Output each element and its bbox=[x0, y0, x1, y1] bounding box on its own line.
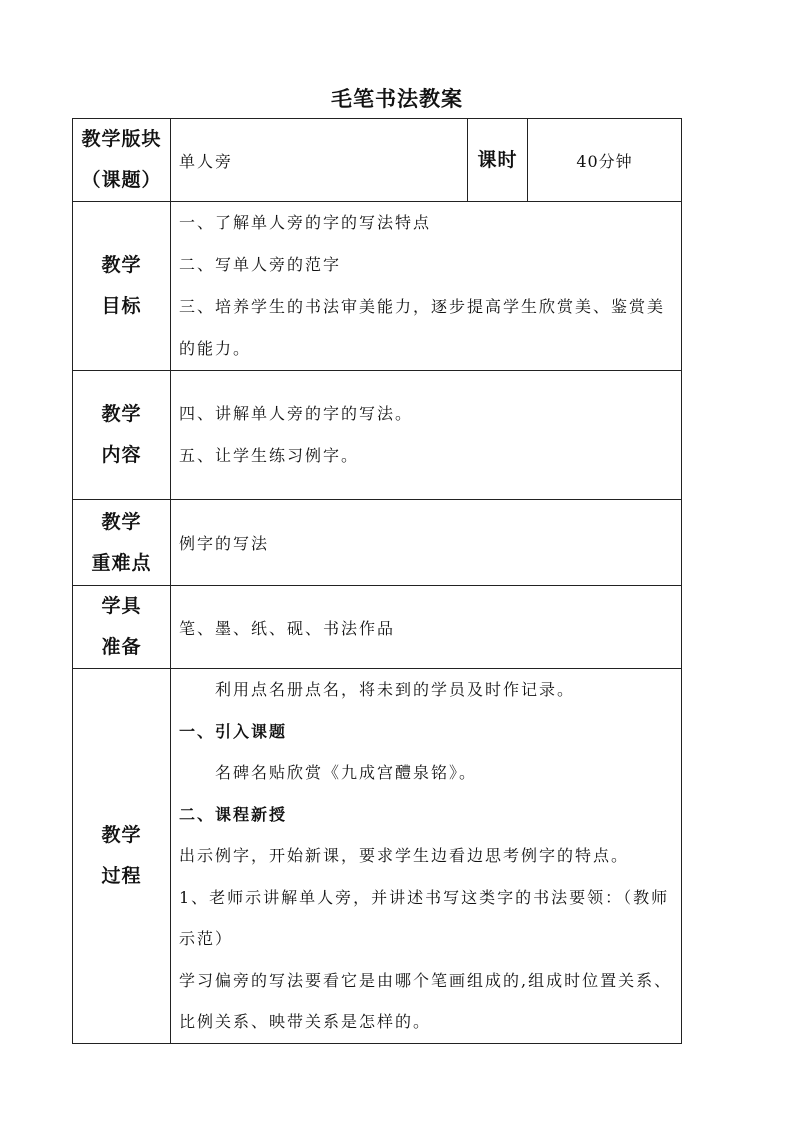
label-content-line-2: 内容 bbox=[101, 444, 142, 466]
process-line: 1、老师示讲解单人旁，并讲述书写这类字的书法要领：（教师示范） bbox=[179, 887, 670, 948]
label-goals bbox=[73, 202, 171, 371]
period-value: 40分钟 bbox=[528, 119, 682, 202]
goal-item: 一、了解单人旁的字的写法特点 bbox=[179, 213, 432, 232]
process-line: 名碑名贴欣赏《九成宫醴泉铭》。 bbox=[215, 763, 478, 782]
label-lesson bbox=[73, 119, 171, 202]
process-line: 学习偏旁的写法要看它是由哪个笔画组成的,组成时位置关系、比例关系、映带关系是怎样的。 bbox=[179, 970, 673, 1031]
process-line: 利用点名册点名，将未到的学员及时作记录。 bbox=[215, 680, 576, 699]
tools-value: 笔、墨、纸、砚、书法作品 bbox=[171, 586, 682, 669]
label-tools-line-2: 准备 bbox=[101, 636, 142, 658]
label-tools-line-1: 学具 bbox=[101, 595, 142, 617]
content-item: 五、让学生练习例字。 bbox=[179, 446, 360, 465]
content-cell bbox=[171, 371, 682, 500]
label-keypoints-line-2: 重难点 bbox=[91, 551, 152, 574]
row-lesson bbox=[73, 119, 682, 202]
page-title: 毛笔书法教案 bbox=[331, 86, 463, 111]
label-keypoints bbox=[73, 500, 171, 586]
process-section-heading: 二、课程新授 bbox=[179, 804, 288, 824]
label-period: 课时 bbox=[468, 119, 528, 202]
label-lesson-line-1: 教学版块 bbox=[81, 128, 162, 150]
label-content bbox=[73, 371, 171, 500]
row-process bbox=[73, 669, 682, 1044]
row-content bbox=[73, 371, 682, 500]
row-tools bbox=[73, 586, 682, 669]
row-goals bbox=[73, 202, 682, 371]
label-process-line-2: 过程 bbox=[101, 864, 142, 887]
label-tools bbox=[73, 586, 171, 669]
process-line: 出示例字，开始新课，要求学生边看边思考例字的特点。 bbox=[179, 846, 630, 865]
lesson-plan-table bbox=[72, 118, 682, 1044]
lesson-value: 单人旁 bbox=[171, 119, 468, 202]
keypoints-value: 例字的写法 bbox=[171, 500, 682, 586]
goal-item: 二、写单人旁的范字 bbox=[179, 255, 342, 274]
label-goals-line-1: 教学 bbox=[101, 254, 142, 276]
process-section-heading: 一、引入课题 bbox=[179, 721, 288, 741]
content-item: 四、讲解单人旁的字的写法。 bbox=[179, 404, 414, 423]
label-content-line-1: 教学 bbox=[101, 403, 142, 425]
label-goals-line-2: 目标 bbox=[101, 295, 142, 317]
goals-cell bbox=[171, 202, 682, 371]
process-cell bbox=[171, 669, 682, 1044]
label-keypoints-line-1: 教学 bbox=[101, 510, 142, 533]
label-process-line-1: 教学 bbox=[101, 823, 142, 846]
label-process bbox=[73, 669, 171, 1044]
row-keypoints bbox=[73, 500, 682, 586]
goal-item: 三、培养学生的书法审美能力，逐步提高学生欣赏美、鉴赏美的能力。 bbox=[179, 297, 666, 358]
label-lesson-line-2: （课题） bbox=[81, 169, 162, 191]
